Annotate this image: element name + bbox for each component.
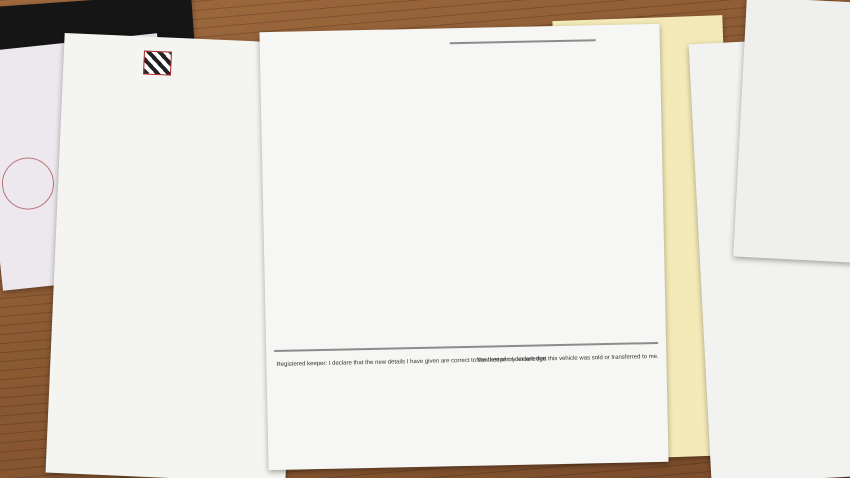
v5c-registration-certificate bbox=[259, 24, 668, 470]
declaration-bar bbox=[274, 342, 658, 352]
keeper-header bbox=[450, 39, 596, 44]
barcode bbox=[418, 424, 568, 445]
declaration-text: Registered keeper: I declare that the new details I have given are correct to the best of my knowledge. bbox=[276, 356, 548, 368]
title-seal bbox=[0, 155, 57, 212]
declaration-text-new: New keeper: I declare that this vehicle was sold or transferred to me. bbox=[476, 353, 659, 364]
porsche-logo-icon bbox=[143, 50, 172, 75]
belgian-registration-doc bbox=[733, 0, 850, 263]
